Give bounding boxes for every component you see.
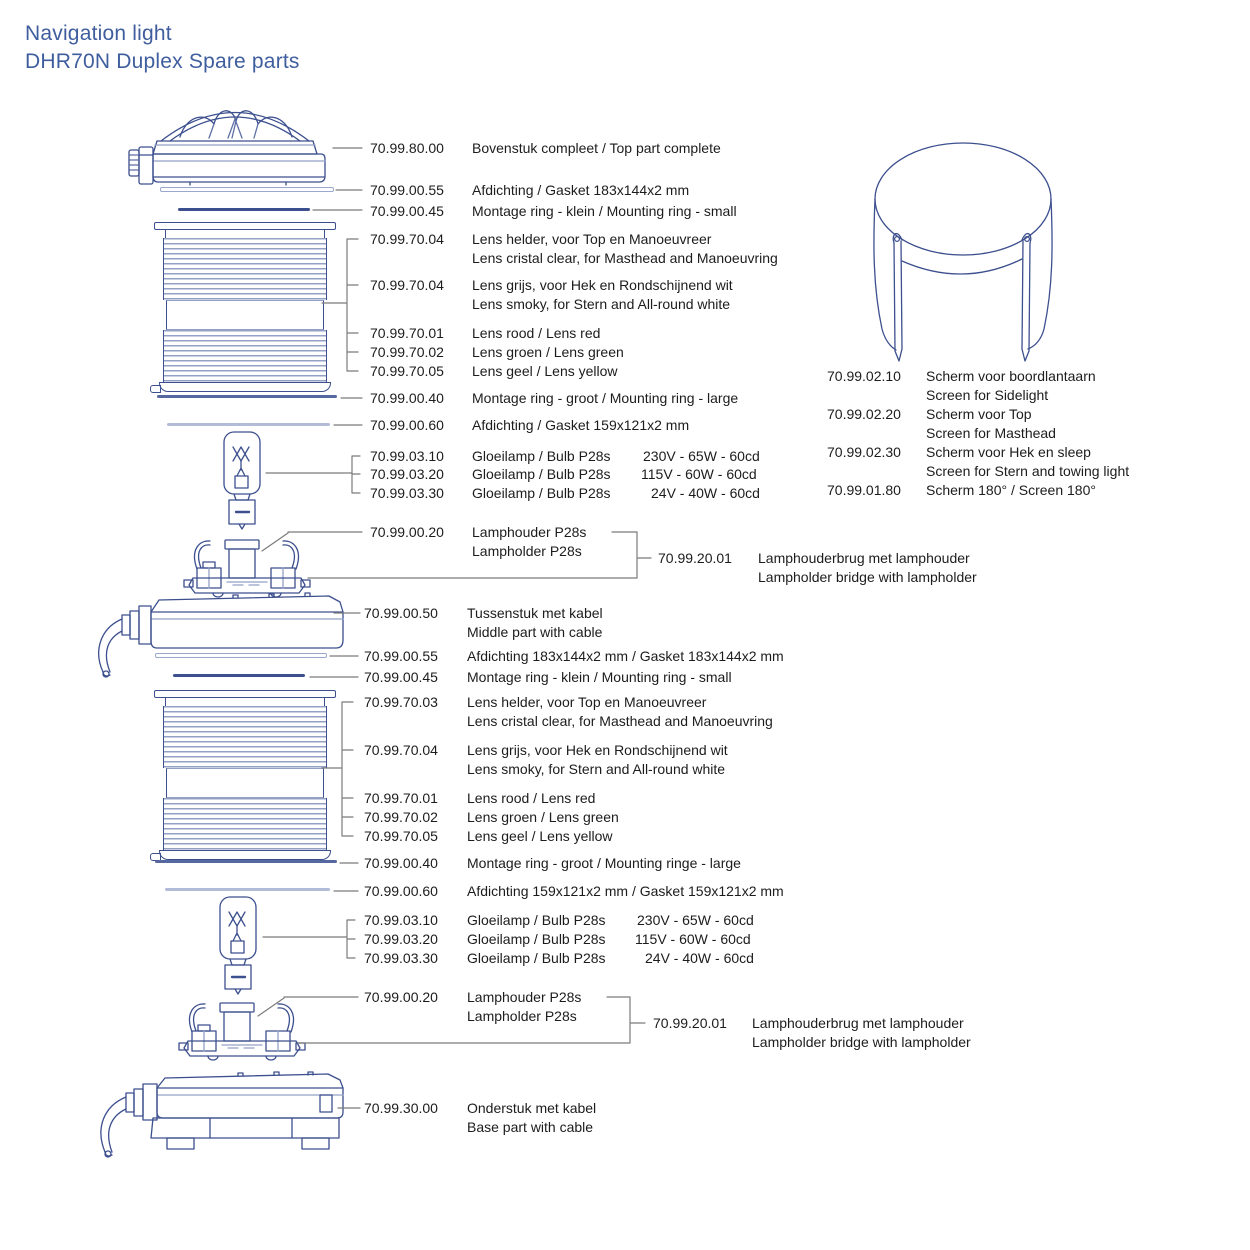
part-desc: Afdichting 159x121x2 mm / Gasket 159x121x2 mm — [467, 883, 784, 899]
part-desc: Lamphouder P28s Lampholder P28s — [467, 989, 582, 1024]
part-number: 70.99.70.02 — [364, 809, 438, 825]
part-desc: Lamphouder P28s Lampholder P28s — [472, 524, 587, 559]
part-desc: Lens geel / Lens yellow — [467, 828, 613, 844]
bulb-spec: 24V - 40W - 60cd — [645, 950, 754, 966]
part-number: 70.99.02.20 — [827, 406, 901, 422]
part-number: 70.99.70.04 — [364, 742, 438, 758]
part-desc: Afdichting / Gasket 183x144x2 mm — [472, 182, 690, 198]
part-number: 70.99.03.20 — [364, 931, 438, 947]
part-number: 70.99.70.01 — [370, 325, 444, 341]
part-number: 70.99.03.30 — [364, 950, 438, 966]
part-number: 70.99.00.40 — [370, 390, 444, 406]
part-number: 70.99.20.01 — [653, 1015, 727, 1031]
part-desc: Lens rood / Lens red — [467, 790, 596, 806]
part-desc: Gloeilamp / Bulb P28s — [472, 485, 611, 501]
part-desc: Afdichting / Gasket 159x121x2 mm — [472, 417, 690, 433]
page-title-line2: DHR70N Duplex Spare parts — [25, 50, 300, 73]
part-number: 70.99.70.04 — [370, 231, 444, 247]
part-desc: Scherm voor boordlantaarn Screen for Sidelight — [926, 368, 1096, 403]
part-desc: Onderstuk met kabel Base part with cable — [467, 1100, 597, 1135]
part-number: 70.99.00.55 — [364, 648, 438, 664]
part-desc: Lens helder, voor Top en Manoeuvreer Lens cristal clear, for Masthead and Manoeuvring — [467, 694, 773, 729]
part-number: 70.99.00.60 — [364, 883, 438, 899]
part-desc: Montage ring - groot / Mounting ringe - large — [467, 855, 741, 871]
part-number: 70.99.03.30 — [370, 485, 444, 501]
part-number: 70.99.00.45 — [370, 203, 444, 219]
part-number: 70.99.02.10 — [827, 368, 901, 384]
part-number: 70.99.00.55 — [370, 182, 444, 198]
part-number: 70.99.70.05 — [364, 828, 438, 844]
part-number: 70.99.20.01 — [658, 550, 732, 566]
part-number: 70.99.00.45 — [364, 669, 438, 685]
bulb-spec: 230V - 65W - 60cd — [637, 912, 754, 928]
bulb-spec: 230V - 65W - 60cd — [643, 448, 760, 464]
part-number: 70.99.70.04 — [370, 277, 444, 293]
part-desc: Lens groen / Lens green — [467, 809, 619, 825]
part-number: 70.99.70.03 — [364, 694, 438, 710]
part-number: 70.99.70.01 — [364, 790, 438, 806]
part-desc: Lens groen / Lens green — [472, 344, 624, 360]
bulb-spec: 115V - 60W - 60cd — [641, 466, 757, 482]
part-desc: Scherm 180° / Screen 180° — [926, 482, 1096, 498]
part-number: 70.99.80.00 — [370, 140, 444, 156]
part-desc: Scherm voor Hek en sleep Screen for Stern and towing light — [926, 444, 1130, 479]
part-number: 70.99.30.00 — [364, 1100, 438, 1116]
part-desc: Montage ring - groot / Mounting ring - large — [472, 390, 739, 406]
part-number: 70.99.03.20 — [370, 466, 444, 482]
part-number: 70.99.00.60 — [370, 417, 444, 433]
part-desc: Lamphouderbrug met lamphouder Lampholder bridge with lampholder — [758, 550, 977, 585]
part-desc: Afdichting 183x144x2 mm / Gasket 183x144x2 mm — [467, 648, 784, 664]
part-desc: Gloeilamp / Bulb P28s — [467, 931, 606, 947]
part-number: 70.99.00.40 — [364, 855, 438, 871]
part-number: 70.99.03.10 — [364, 912, 438, 928]
part-number: 70.99.03.10 — [370, 448, 444, 464]
part-desc: Tussenstuk met kabel Middle part with cable — [467, 605, 603, 640]
part-desc: Bovenstuk compleet / Top part complete — [472, 140, 721, 156]
part-desc: Gloeilamp / Bulb P28s — [472, 448, 611, 464]
part-desc: Lens helder, voor Top en Manoeuvreer Lens cristal clear, for Masthead and Manoeuvring — [472, 231, 778, 266]
part-desc: Lens grijs, voor Hek en Rondschijnend wit Lens smoky, for Stern and All-round white — [472, 277, 733, 312]
part-desc: Lamphouderbrug met lamphouder Lampholder bridge with lampholder — [752, 1015, 971, 1050]
part-desc: Lens geel / Lens yellow — [472, 363, 618, 379]
part-number: 70.99.01.80 — [827, 482, 901, 498]
part-number: 70.99.00.20 — [364, 989, 438, 1005]
bulb-spec: 24V - 40W - 60cd — [651, 485, 760, 501]
part-number: 70.99.02.30 — [827, 444, 901, 460]
page-title-line1: Navigation light — [25, 22, 172, 45]
part-desc: Gloeilamp / Bulb P28s — [472, 466, 611, 482]
part-desc: Gloeilamp / Bulb P28s — [467, 950, 606, 966]
part-number: 70.99.00.50 — [364, 605, 438, 621]
bulb-spec: 115V - 60W - 60cd — [635, 931, 751, 947]
part-desc: Montage ring - klein / Mounting ring - small — [467, 669, 732, 685]
part-desc: Lens rood / Lens red — [472, 325, 601, 341]
part-desc: Montage ring - klein / Mounting ring - small — [472, 203, 737, 219]
part-desc: Lens grijs, voor Hek en Rondschijnend wit Lens smoky, for Stern and All-round white — [467, 742, 728, 777]
part-desc: Scherm voor Top Screen for Masthead — [926, 406, 1056, 441]
part-number: 70.99.00.20 — [370, 524, 444, 540]
part-number: 70.99.70.05 — [370, 363, 444, 379]
part-number: 70.99.70.02 — [370, 344, 444, 360]
part-desc: Gloeilamp / Bulb P28s — [467, 912, 606, 928]
